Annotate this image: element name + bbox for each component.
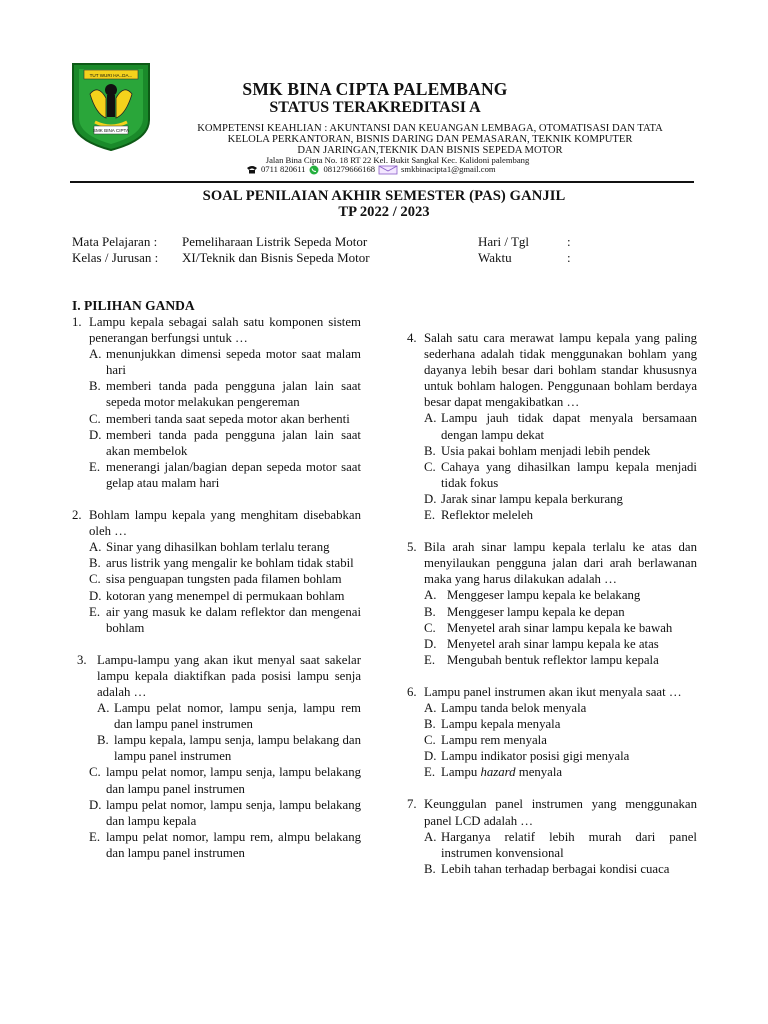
option: C. Menyetel arah sinar lampu kepala ke bawah <box>424 620 673 635</box>
question-number: 4. <box>407 331 417 345</box>
option: B. Lampu kepala menyala <box>424 717 561 732</box>
question-number: 6. <box>407 684 417 699</box>
email-address: smkbinacipta1@gmail.com <box>401 164 496 174</box>
question-4 <box>407 330 697 523</box>
contact-line <box>246 164 496 174</box>
option: A. menunjukkan dimensi sepeda motor saat malam hari <box>89 347 361 378</box>
mail-icon <box>378 165 398 174</box>
option: A. Lampu pelat nomor, lampu senja, lampu rem dan lampu panel instrumen <box>97 701 361 732</box>
whatsapp-number: 081279666168 <box>323 164 376 174</box>
phone-icon <box>246 165 258 174</box>
option: D. Lampu indikator posisi gigi menyala <box>424 749 630 764</box>
question-stem: Lampu panel instrumen akan ikut menyala saat … <box>424 684 682 699</box>
logo-label: SMK BINA CIPTA <box>92 128 130 133</box>
option: E. lampu pelat nomor, lampu rem, almpu belakang dan lampu panel instrumen <box>89 829 361 860</box>
question-5 <box>407 539 697 668</box>
exam-title: SOAL PENILAIAN AKHIR SEMESTER (PAS) GANJIL <box>202 188 566 204</box>
class-label: Kelas / Jurusan : <box>72 250 159 265</box>
option: E. Mengubah bentuk reflektor lampu kepala <box>424 652 659 667</box>
option: C. Cahaya yang dihasilkan lampu kepala menjadi tidak fokus <box>424 459 697 490</box>
logo-motto: TUT WURI HA..DA... <box>89 73 133 78</box>
time-label: Waktu <box>478 250 512 265</box>
option: E. Reflektor meleleh <box>424 508 534 523</box>
school-address: Jalan Bina Cipta No. 18 RT 22 Kel. Bukit Sangkal Kec. Kalidoni palembang <box>265 155 530 165</box>
left-column <box>72 314 361 877</box>
header-divider <box>70 181 694 183</box>
option: A. Lampu tanda belok menyala <box>424 700 587 715</box>
option: A. Harganya relatif lebih murah dari panel instrumen konvensional <box>424 829 697 860</box>
option: B. lampu kepala, lampu senja, lampu belakang dan lampu panel instrumen <box>97 733 361 764</box>
competencies <box>160 123 700 156</box>
class-value: XI/Teknik dan Bisnis Sepeda Motor <box>182 250 370 265</box>
option: C. Lampu rem menyala <box>424 733 547 748</box>
option: B. Menggeser lampu kepala ke depan <box>424 604 625 619</box>
option: C. memberi tanda saat sepeda motor akan berhenti <box>89 411 350 426</box>
option: D. kotoran yang menempel di permukaan bohlam <box>89 588 345 603</box>
question-number: 2. <box>72 508 82 523</box>
phone-number: 0711 820611 <box>261 164 306 174</box>
option: B. Lebih tahan terhadap berbagai kondisi cuaca <box>424 861 670 876</box>
time-colon: : <box>567 250 571 265</box>
option: C. sisa penguapan tungsten pada filamen bohlam <box>89 572 342 587</box>
option: E. menerangi jalan/bagian depan sepeda motor saat gelap atau malam hari <box>89 459 361 490</box>
competencies-line: KELOLA PERKANTORAN, BISNIS DARING DAN PEMASARAN, TEKNIK KOMPUTER <box>227 134 633 145</box>
section-heading: I. PILIHAN GANDA <box>72 298 195 313</box>
option: D. Jarak sinar lampu kepala berkurang <box>424 491 623 506</box>
accreditation-status: STATUS TERAKREDITASI A <box>269 99 481 116</box>
question-2 <box>72 507 361 636</box>
question-3 <box>72 652 361 861</box>
option: B. memberi tanda pada pengguna jalan lain saat sepeda motor melakukan pengereman <box>89 379 361 410</box>
competencies-line: DAN JARINGAN,TEKNIK DAN BISNIS SEPEDA MOTOR <box>297 145 563 156</box>
exam-year: TP 2022 / 2023 <box>338 204 430 220</box>
question-number: 3. <box>77 652 87 667</box>
question-6 <box>407 684 697 781</box>
whatsapp-icon <box>308 165 320 174</box>
option: B. arus listrik yang mengalir ke bohlam tidak stabil <box>89 556 354 571</box>
day-colon: : <box>567 234 571 249</box>
question-stem: Salah satu cara merawat lampu kepala yang paling sederhana adalah tidak menggunakan bohlam yang dayanya lebih besar dari bohlam standar khususnya untuk bohlam halogen. Penggunaan bohlam berdaya besar dapat mengakibatkan … <box>424 331 697 410</box>
school-name: SMK BINA CIPTA PALEMBANG <box>242 79 508 99</box>
option: D. memberi tanda pada pengguna jalan lain saat akan membelok <box>89 427 361 458</box>
question-7 <box>407 796 697 876</box>
school-logo <box>68 60 154 152</box>
option: A. Menggeser lampu kepala ke belakang <box>424 588 641 603</box>
question-stem: Bohlam lampu kepala yang menghitam disebabkan oleh … <box>89 508 361 539</box>
day-label: Hari / Tgl <box>478 234 530 249</box>
question-1 <box>72 314 361 491</box>
option: C. lampu pelat nomor, lampu senja, lampu belakang dan lampu panel instrumen <box>89 765 361 796</box>
option: A. Sinar yang dihasilkan bohlam terlalu terang <box>89 540 330 555</box>
question-number: 1. <box>72 315 82 329</box>
option: A. Lampu jauh tidak dapat menyala bersamaan dengan lampu dekat <box>424 411 697 442</box>
option: B. Usia pakai bohlam menjadi lebih pendek <box>424 443 651 458</box>
question-stem: Keunggulan panel instrumen yang menggunakan panel LCD adalah … <box>424 797 697 828</box>
option: D. Menyetel arah sinar lampu kepala ke atas <box>424 636 659 651</box>
question-stem: Lampu-lampu yang akan ikut menyal saat sakelar lampu kepala diaktifkan pada posisi lampu senja adalah … <box>97 652 361 699</box>
option: E. air yang masuk ke dalam reflektor dan mengenai bohlam <box>89 604 361 635</box>
competencies-line: KOMPETENSI KEAHLIAN : AKUNTANSI DAN KEUANGAN LEMBAGA, OTOMATISASI DAN TATA <box>197 123 663 134</box>
right-column <box>407 330 697 893</box>
question-stem: Bila arah sinar lampu kepala terlalu ke atas dan menyilaukan pengguna jalan dari arah berlawanan maka yang harus dilakukan adalah … <box>424 540 697 587</box>
question-stem: Lampu kepala sebagai salah satu komponen sistem penerangan berfungsi untuk … <box>89 315 361 346</box>
option: E. Lampu hazard menyala <box>424 765 563 780</box>
option: D. lampu pelat nomor, lampu senja, lampu belakang dan lampu kepala <box>89 797 361 828</box>
question-number: 7. <box>407 797 417 812</box>
subject-value: Pemeliharaan Listrik Sepeda Motor <box>182 234 368 249</box>
subject-label: Mata Pelajaran : <box>72 234 158 249</box>
question-number: 5. <box>407 540 417 555</box>
